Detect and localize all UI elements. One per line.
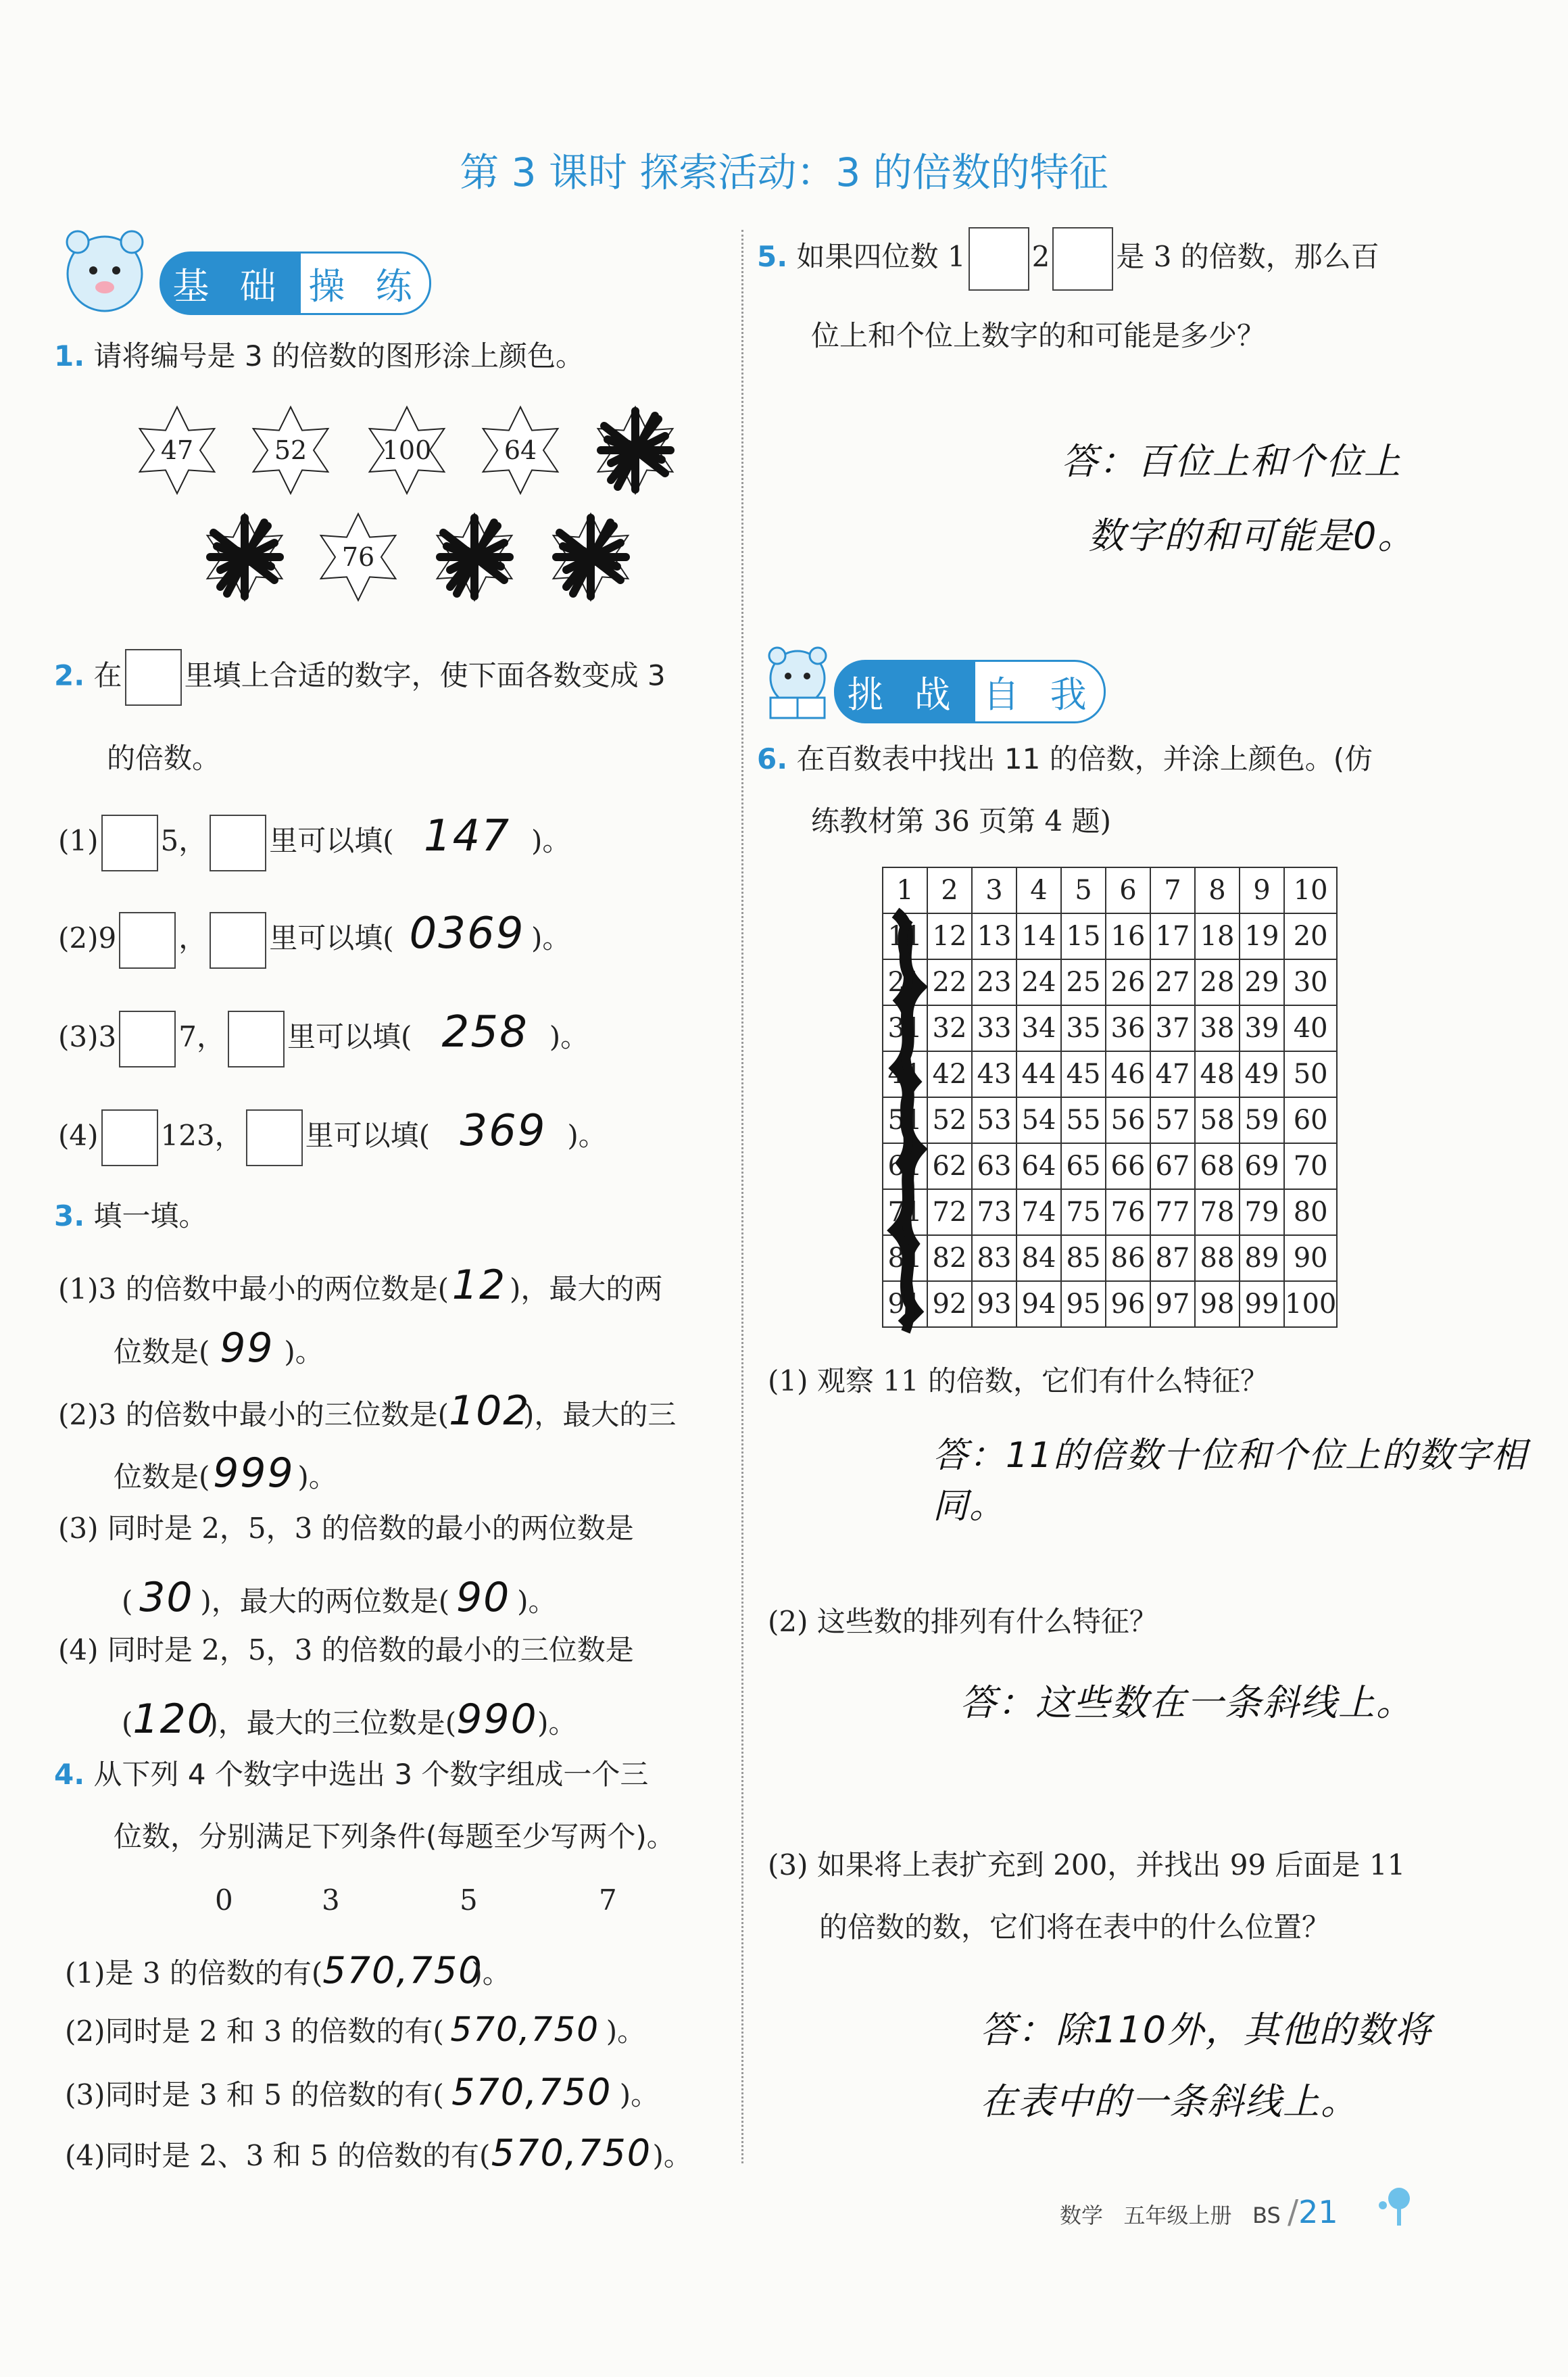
q3-row6: ( 30 )，最大的两位数是( 90 )。: [122, 1571, 557, 1624]
q4-text-2: 位数，分别满足下列条件(每题至少写两个)。: [114, 1820, 675, 1853]
table-cell[interactable]: 55: [1061, 1097, 1106, 1143]
table-cell[interactable]: 30: [1284, 959, 1337, 1005]
table-cell[interactable]: 8: [1195, 867, 1240, 913]
table-cell[interactable]: 28: [1195, 959, 1240, 1005]
q5-answer-2: 数字的和可能是0。: [1088, 514, 1416, 557]
q6-sub3-line2: 的倍数的数，它们将在表中的什么位置？: [819, 1911, 1331, 1944]
answer-box[interactable]: [246, 1109, 303, 1166]
scribble-shading: [546, 512, 635, 602]
q6-answer-3b: 在表中的一条斜线上。: [980, 2080, 1358, 2123]
answer-box[interactable]: [125, 649, 182, 706]
tree-icon: [1372, 2182, 1419, 2230]
table-row: [883, 1143, 1337, 1189]
table-cell[interactable]: 42: [927, 1051, 972, 1097]
star-shape[interactable]: [246, 406, 335, 495]
q2-item-1: [58, 809, 570, 871]
table-cell[interactable]: 59: [1240, 1097, 1284, 1143]
q4-item-4-answer: 570,750: [491, 2132, 652, 2174]
table-cell[interactable]: 66: [1106, 1143, 1150, 1189]
footer: 数学 五年级上册 BS /21: [1060, 2193, 1338, 2231]
q3-text-2b: )。: [284, 1335, 324, 1368]
q5-text-b: 2: [1031, 240, 1050, 273]
q4-item-4-text: (4)同时是 2、3 和 5 的倍数的有(: [65, 2139, 491, 2172]
q2-item-4-pre: (4): [58, 1119, 99, 1152]
q2-item-4-end: )。: [567, 1119, 607, 1152]
q4-item-2-end: )。: [606, 2015, 646, 2048]
table-row: [883, 1235, 1337, 1281]
table-cell[interactable]: 31: [883, 1005, 927, 1051]
table-cell[interactable]: 80: [1284, 1189, 1337, 1235]
section-basic-part2: 操 练: [299, 251, 431, 315]
table-cell[interactable]: 83: [972, 1235, 1016, 1281]
q4-text-1: 从下列 4 个数字中选出 3 个数字组成一个三: [93, 1758, 649, 1791]
q1-line: [54, 338, 584, 375]
page-number: 21: [1298, 2194, 1338, 2230]
q4-digit: 7: [599, 1883, 617, 1917]
q5-line1: [757, 227, 1379, 291]
q1-text: 请将编号是 3 的倍数的图形涂上颜色。: [93, 339, 584, 373]
q2-item-4: [58, 1103, 607, 1166]
table-row: [883, 867, 1337, 913]
q4-item-1-answer: 570,750: [322, 1949, 483, 1992]
q3-text: 填一填。: [93, 1199, 207, 1232]
column-divider: [741, 230, 743, 2163]
table-cell[interactable]: 17: [1150, 913, 1195, 959]
table-cell[interactable]: 41: [883, 1051, 927, 1097]
q2-item-4-tail: 里可以填(: [305, 1119, 431, 1152]
section-basic-part1: 基 础: [160, 251, 299, 315]
scribble-mark: [882, 906, 936, 1339]
q6-sub2: (2) 这些数的排列有什么特征？: [768, 1605, 1158, 1638]
table-cell[interactable]: 21: [883, 959, 927, 1005]
footer-grade: 五年级上册: [1123, 2203, 1232, 2228]
star-label: 52: [274, 435, 308, 465]
q2-text-b: 里填上合适的数字，使下面各数变成 3: [184, 658, 666, 692]
table-cell[interactable]: 37: [1150, 1005, 1195, 1051]
q5-number: 5.: [757, 240, 788, 273]
q4-item-1-text: (1)是 3 的倍数的有(: [65, 1956, 323, 1990]
q3-text-7: (4) 同时是 2，5，3 的倍数的最小的三位数是: [58, 1633, 634, 1666]
q4-number: 4.: [54, 1758, 85, 1791]
table-cell[interactable]: 47: [1150, 1051, 1195, 1097]
table-cell[interactable]: 38: [1195, 1005, 1240, 1051]
q6-answer-1: 答：11的倍数十位和个位上的数字相同。: [933, 1435, 1528, 1527]
table-cell[interactable]: 81: [883, 1235, 927, 1281]
table-row: [883, 1281, 1337, 1327]
table-cell[interactable]: 82: [927, 1235, 972, 1281]
table-cell[interactable]: 36: [1106, 1005, 1150, 1051]
table-cell[interactable]: 51: [883, 1097, 927, 1143]
q4-digit: 5: [460, 1883, 478, 1917]
q2-item-3-mid: 7，: [178, 1020, 225, 1053]
q3-answer-4: 999: [213, 1449, 295, 1497]
answer-box[interactable]: [210, 815, 266, 871]
section-challenge-label: [834, 660, 1106, 722]
answer-box[interactable]: [228, 1011, 285, 1067]
table-cell[interactable]: 93: [972, 1281, 1016, 1327]
table-cell[interactable]: 68: [1195, 1143, 1240, 1189]
answer-box[interactable]: [101, 815, 158, 871]
table-cell[interactable]: 20: [1284, 913, 1337, 959]
table-cell[interactable]: 18: [1195, 913, 1240, 959]
star-label: 64: [504, 435, 537, 465]
q2-item-3: [58, 1005, 589, 1067]
q3-row1: [58, 1259, 662, 1312]
table-cell[interactable]: 3: [972, 867, 1016, 913]
table-cell[interactable]: 6: [1106, 867, 1150, 913]
q3-text-8b: )。: [537, 1706, 577, 1739]
table-cell[interactable]: 79: [1240, 1189, 1284, 1235]
table-cell[interactable]: 96: [1106, 1281, 1150, 1327]
table-cell[interactable]: 5: [1061, 867, 1106, 913]
star-shape[interactable]: [546, 512, 635, 602]
q3-answer-1: 12: [451, 1262, 507, 1309]
footer-edition: BS: [1252, 2203, 1281, 2228]
table-cell[interactable]: 77: [1150, 1189, 1195, 1235]
q3-text-5: (3) 同时是 2，5，3 的倍数的最小的两位数是: [58, 1512, 634, 1545]
q3-answer-3: 102: [448, 1387, 531, 1435]
table-row: [883, 913, 1337, 959]
table-cell[interactable]: 33: [972, 1005, 1016, 1051]
table-cell[interactable]: 26: [1106, 959, 1150, 1005]
bear-mascot-icon: [54, 223, 155, 325]
table-cell[interactable]: 13: [972, 913, 1016, 959]
q2-item-2-mid: ，: [178, 921, 207, 955]
q5-text-c: 是 3 的倍数，那么百: [1116, 240, 1379, 273]
q3-answer-7: 120: [132, 1696, 214, 1743]
q2-item-2-pre: (2)9: [58, 921, 117, 955]
table-cell[interactable]: 74: [1016, 1189, 1061, 1235]
table-cell[interactable]: 10: [1284, 867, 1337, 913]
q3-text-3b: )，最大的三: [522, 1398, 677, 1431]
q2-item-1-tail: 里可以填(: [269, 824, 394, 857]
table-cell[interactable]: 57: [1150, 1097, 1195, 1143]
table-cell[interactable]: 98: [1195, 1281, 1240, 1327]
table-cell[interactable]: 27: [1150, 959, 1195, 1005]
scribble-shading: [591, 406, 680, 495]
star-label: 47: [160, 435, 194, 465]
footer-subject: 数学: [1060, 2203, 1104, 2228]
table-row: [883, 1005, 1337, 1051]
table-cell[interactable]: 53: [972, 1097, 1016, 1143]
bear-reading-mascot-icon: [757, 641, 838, 722]
table-cell[interactable]: 35: [1061, 1005, 1106, 1051]
q6-answer-3a: 答：除110外，其他的数将: [980, 2009, 1433, 2051]
table-cell[interactable]: 12: [927, 913, 972, 959]
q2-item-2-end: )。: [531, 921, 571, 955]
q4-item-4-end: )。: [652, 2139, 692, 2172]
table-cell[interactable]: 54: [1016, 1097, 1061, 1143]
table-cell[interactable]: 65: [1061, 1143, 1106, 1189]
q2-line2: 的倍数。: [107, 742, 221, 775]
scribble-shading: [200, 512, 289, 602]
table-cell[interactable]: 45: [1061, 1051, 1106, 1097]
q3-text-3: (2)3 的倍数中最小的三位数是(: [58, 1398, 449, 1431]
q6-text-2: 练教材第 36 页第 4 题): [811, 805, 1111, 838]
table-cell[interactable]: 84: [1016, 1235, 1061, 1281]
table-cell[interactable]: 2: [927, 867, 972, 913]
q3-answer-2: 99: [220, 1324, 274, 1372]
table-row: [883, 1189, 1337, 1235]
answer-box[interactable]: [101, 1109, 158, 1166]
table-cell[interactable]: 40: [1284, 1005, 1337, 1051]
section-challenge-part2: 自 我: [973, 660, 1106, 723]
q3-text-4: 位数是(: [114, 1460, 210, 1493]
q4-item-2: [65, 2008, 645, 2052]
q5-answer-1: 答：百位上和个位上: [1061, 440, 1402, 483]
table-cell[interactable]: 64: [1016, 1143, 1061, 1189]
q2-item-3-answer: 258: [441, 1007, 529, 1057]
q2-line1: [54, 649, 666, 706]
table-cell[interactable]: 62: [927, 1143, 972, 1189]
q2-item-3-end: )。: [549, 1020, 589, 1053]
q4-item-3-text: (3)同时是 3 和 5 的倍数的有(: [65, 2078, 444, 2111]
q4-item-3-answer: 570,750: [451, 2071, 612, 2113]
table-cell[interactable]: 7: [1150, 867, 1195, 913]
q1-number: 1.: [54, 339, 85, 373]
table-cell[interactable]: 1: [883, 867, 927, 913]
table-cell[interactable]: 72: [927, 1189, 972, 1235]
q2-item-1-pre: (1): [58, 824, 99, 857]
lesson-title: 第 3 课时 探索活动：3 的倍数的特征: [460, 149, 1108, 195]
q4-item-3: [65, 2069, 659, 2116]
q3-number: 3.: [54, 1199, 85, 1232]
q2-item-1-answer: 147: [423, 811, 511, 861]
table-cell[interactable]: 76: [1106, 1189, 1150, 1235]
q3-text-8: )，最大的三位数是(: [207, 1706, 457, 1739]
q3-text-1b: )，最大的两: [509, 1272, 663, 1305]
table-cell[interactable]: 23: [972, 959, 1016, 1005]
table-cell[interactable]: 50: [1284, 1051, 1337, 1097]
table-row: [883, 1097, 1337, 1143]
table-cell[interactable]: 85: [1061, 1235, 1106, 1281]
table-cell[interactable]: 87: [1150, 1235, 1195, 1281]
q6-text-1: 在百数表中找出 11 的倍数，并涂上颜色。(仿: [796, 742, 1373, 775]
table-cell[interactable]: 100: [1284, 1281, 1337, 1327]
table-cell[interactable]: 78: [1195, 1189, 1240, 1235]
star-shape[interactable]: [200, 512, 289, 602]
q3-text-1: (1)3 的倍数中最小的两位数是(: [58, 1272, 449, 1305]
q3-line: [54, 1198, 207, 1235]
q3-answer-8: 990: [456, 1696, 538, 1743]
table-cell[interactable]: 4: [1016, 867, 1061, 913]
table-cell[interactable]: 92: [927, 1281, 972, 1327]
q2-item-3-pre: (3)3: [58, 1020, 117, 1053]
q2-item-2-tail: 里可以填(: [269, 921, 394, 955]
section-basic-label: [160, 251, 431, 314]
q3-row8: (120)，最大的三位数是(990)。: [122, 1693, 577, 1746]
table-cell[interactable]: 22: [927, 959, 972, 1005]
answer-box[interactable]: [210, 912, 266, 969]
q5-text-a: 如果四位数 1: [796, 240, 966, 273]
table-cell[interactable]: 70: [1284, 1143, 1337, 1189]
answer-box[interactable]: [1052, 227, 1113, 291]
scribble-shading: [430, 512, 519, 602]
table-cell[interactable]: 43: [972, 1051, 1016, 1097]
table-cell[interactable]: 97: [1150, 1281, 1195, 1327]
q4-item-4: [65, 2130, 692, 2177]
table-cell[interactable]: 58: [1195, 1097, 1240, 1143]
star-shape[interactable]: [362, 406, 451, 495]
q4-line1: [54, 1756, 648, 1794]
q4-item-1: [65, 1947, 511, 1994]
q2-item-4-answer: 369: [460, 1106, 547, 1156]
q3-row2: [114, 1322, 324, 1374]
table-cell[interactable]: 19: [1240, 913, 1284, 959]
table-cell[interactable]: 29: [1240, 959, 1284, 1005]
table-cell[interactable]: 89: [1240, 1235, 1284, 1281]
q3-text-6: )，最大的两位数是(: [200, 1585, 450, 1618]
q4-item-3-end: )。: [619, 2078, 660, 2111]
table-cell[interactable]: 25: [1061, 959, 1106, 1005]
q2-item-1-end: )。: [531, 824, 571, 857]
star-shape[interactable]: [476, 406, 565, 495]
table-cell[interactable]: 9: [1240, 867, 1284, 913]
answer-box[interactable]: [969, 227, 1029, 291]
q3-answer-5: 30: [139, 1574, 194, 1621]
answer-box[interactable]: [119, 1011, 176, 1067]
q3-text-4b: )。: [297, 1460, 337, 1493]
table-cell[interactable]: 99: [1240, 1281, 1284, 1327]
table-cell[interactable]: 44: [1016, 1051, 1061, 1097]
table-cell[interactable]: 90: [1284, 1235, 1337, 1281]
q3-row3: [58, 1385, 676, 1437]
q2-item-2: [58, 906, 570, 969]
q2-item-3-tail: 里可以填(: [287, 1020, 412, 1053]
table-cell[interactable]: 75: [1061, 1189, 1106, 1235]
table-cell[interactable]: 60: [1284, 1097, 1337, 1143]
q3-text-2: 位数是(: [114, 1335, 210, 1368]
table-cell[interactable]: 67: [1150, 1143, 1195, 1189]
q6-line1: [757, 741, 1373, 778]
star-shape[interactable]: [430, 512, 519, 602]
q4-digit: 0: [215, 1883, 233, 1917]
table-cell[interactable]: 56: [1106, 1097, 1150, 1143]
table-cell[interactable]: 48: [1195, 1051, 1240, 1097]
q5-text-2: 位上和个位上数字的和可能是多少？: [811, 319, 1266, 352]
q2-item-4-mid: 123，: [160, 1119, 243, 1152]
table-cell[interactable]: 32: [927, 1005, 972, 1051]
table-cell[interactable]: 73: [972, 1189, 1016, 1235]
table-cell[interactable]: 95: [1061, 1281, 1106, 1327]
table-cell[interactable]: 61: [883, 1143, 927, 1189]
table-cell[interactable]: 46: [1106, 1051, 1150, 1097]
star-label: 100: [382, 435, 432, 465]
table-cell[interactable]: 11: [883, 913, 927, 959]
q3-answer-6: 90: [456, 1574, 511, 1621]
q4-item-1-end: )。: [471, 1956, 511, 1990]
q2-item-1-mid: 5，: [160, 824, 207, 857]
star-shape[interactable]: [314, 512, 403, 602]
table-cell[interactable]: 52: [927, 1097, 972, 1143]
table-cell[interactable]: 34: [1016, 1005, 1061, 1051]
q2-item-2-answer: 0369: [409, 909, 525, 959]
star-shape[interactable]: [132, 406, 222, 495]
answer-box[interactable]: [119, 912, 176, 969]
table-cell[interactable]: 91: [883, 1281, 927, 1327]
table-cell[interactable]: 39: [1240, 1005, 1284, 1051]
q2-text-a: 在: [93, 658, 122, 692]
table-cell[interactable]: 86: [1106, 1235, 1150, 1281]
q4-item-2-answer: 570,750: [450, 2010, 600, 2049]
star-label: 76: [341, 542, 375, 572]
q6-sub3-line1: (3) 如果将上表扩充到 200，并找出 99 后面是 11: [768, 1848, 1406, 1881]
table-cell[interactable]: 63: [972, 1143, 1016, 1189]
q4-digit: 3: [322, 1883, 340, 1917]
table-cell[interactable]: 69: [1240, 1143, 1284, 1189]
table-cell[interactable]: 24: [1016, 959, 1061, 1005]
q6-sub1: (1) 观察 11 的倍数，它们有什么特征？: [768, 1364, 1269, 1397]
table-cell[interactable]: 49: [1240, 1051, 1284, 1097]
table-cell[interactable]: 94: [1016, 1281, 1061, 1327]
section-challenge-part1: 挑 战: [834, 660, 973, 723]
q6-number: 6.: [757, 742, 788, 775]
table-cell[interactable]: 88: [1195, 1235, 1240, 1281]
q6-answer-2: 答：这些数在一条斜线上。: [960, 1681, 1414, 1724]
table-row: [883, 1051, 1337, 1097]
q4-item-2-text: (2)同时是 2 和 3 的倍数的有(: [65, 2015, 444, 2048]
table-cell[interactable]: 71: [883, 1189, 927, 1235]
star-shape[interactable]: [591, 406, 680, 495]
q2-number: 2.: [54, 658, 85, 692]
q3-row4: [114, 1447, 337, 1499]
table-row: [883, 959, 1337, 1005]
hundred-table: [882, 867, 1338, 1328]
table-cell[interactable]: 16: [1106, 913, 1150, 959]
table-cell[interactable]: 15: [1061, 913, 1106, 959]
q3-text-6b: )。: [517, 1585, 557, 1618]
table-cell[interactable]: 14: [1016, 913, 1061, 959]
